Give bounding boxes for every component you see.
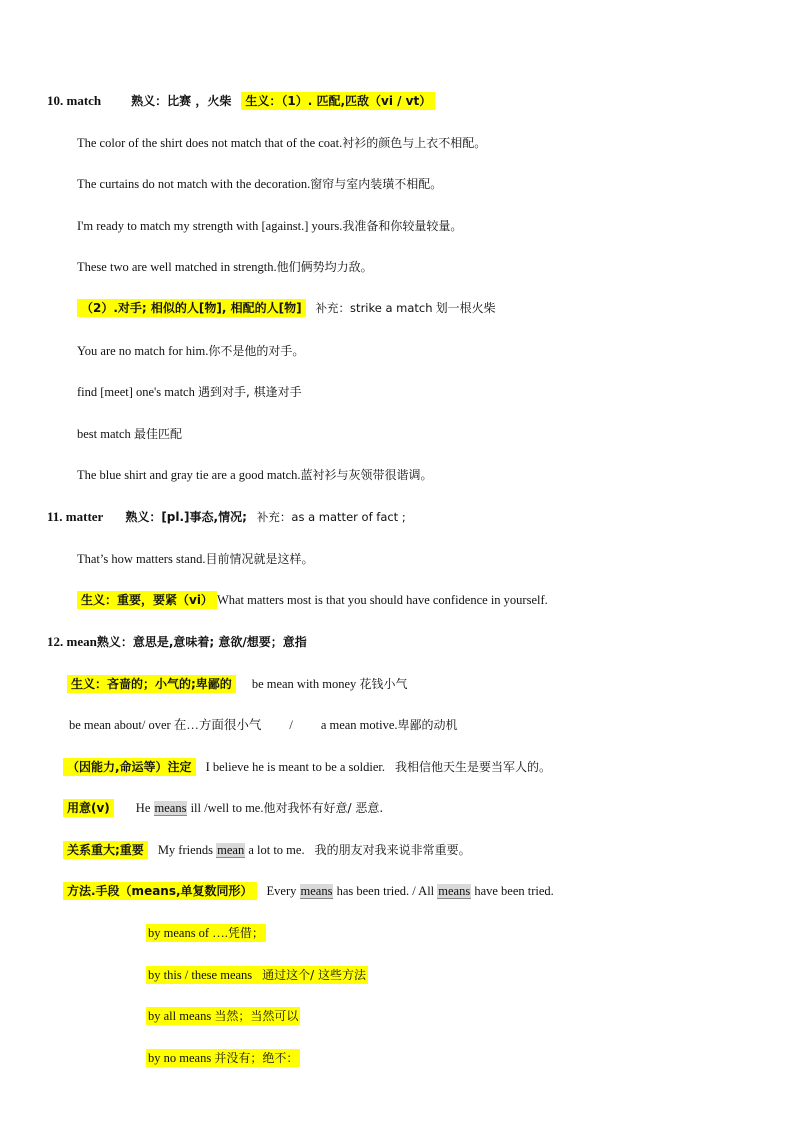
highlighted-word: means: [438, 884, 471, 898]
sense-line: 用意(v) He means ill /well to me.他对我怀有好意/ 恶意.: [63, 798, 383, 818]
example-sentence: best match 最佳匹配: [77, 427, 182, 441]
familiar-meaning: 熟义：[pl.]事态,情况;: [125, 510, 247, 524]
entry-header-match: [47, 91, 435, 111]
sense-line: （2）.对手; 相似的人[物], 相配的人[物] 补充：strike a match 划一根火柴: [77, 298, 496, 318]
familiar-meaning: 熟义：比赛 ，火柴: [131, 94, 232, 108]
new-meaning-highlight: 生义：吝啬的；小气的;卑鄙的: [67, 675, 236, 693]
sense-line: 生义：重要，要紧（vi） What matters most is that you should have confidence in yourself.: [77, 590, 548, 610]
familiar-meaning: 熟义：意思是,意味着; 意欲/想要；意指: [96, 635, 307, 649]
example-sentence: The blue shirt and gray tie are a good match.蓝衬衫与灰领带很谐调。: [77, 468, 433, 482]
new-meaning-highlight: （因能力,命运等）注定: [63, 758, 196, 776]
highlighted-word: means: [154, 801, 187, 815]
highlighted-word: mean: [217, 843, 245, 857]
supplement: 补充：strike a match: [315, 301, 433, 315]
phrase-line: by all means 当然；当然可以: [148, 1009, 299, 1023]
phrase-line: by no means 并没有；绝不：: [148, 1051, 299, 1065]
new-meaning-highlight: 生义：重要，要紧（vi）: [77, 591, 217, 609]
sense-line: 生义：吝啬的；小气的;卑鄙的 be mean with money 花钱小气: [67, 674, 407, 694]
sense-line: 方法.手段（means,单复数同形） Every means has been tried. / All means have been tried.: [63, 881, 554, 901]
example-sentence: be mean about/ over 在…方面很小气 / a mean motive.卑鄙的动机: [69, 718, 458, 732]
entry-header-mean: [47, 632, 307, 652]
entry-headword: 10. match: [47, 93, 102, 108]
highlighted-word: means: [300, 884, 333, 898]
example-sentence: That’s how matters stand.目前情况就是这样。: [77, 552, 314, 566]
new-meaning-highlight: （2）.对手; 相似的人[物], 相配的人[物]: [77, 299, 306, 317]
new-meaning-highlight: 方法.手段（means,单复数同形）: [63, 882, 257, 900]
entry-header-matter: [47, 507, 406, 527]
example-sentence: You are no match for him.你不是他的对手。: [77, 344, 305, 358]
entry-headword: 11. matter: [47, 509, 104, 524]
example-sentence: The color of the shirt does not match that of the coat.衬衫的颜色与上衣不相配。: [77, 136, 487, 150]
phrase-line: by this / these means 通过这个/ 这些方法: [148, 968, 367, 982]
example-sentence: find [meet] one's match 遇到对手, 棋逢对手: [77, 385, 302, 399]
new-meaning-highlight: 生义：（1）. 匹配,匹敌（vi / vt）: [241, 92, 435, 110]
sense-line: （因能力,命运等）注定 I believe he is meant to be a soldier. 我相信他天生是要当军人的。: [63, 757, 551, 777]
new-meaning-highlight: 用意(v): [63, 799, 114, 817]
phrase-line: by means of ….凭借；: [148, 926, 264, 940]
supplement: 补充：as a matter of fact ;: [256, 510, 406, 524]
example-sentence: These two are well matched in strength.他们俩势均力敌。: [77, 260, 373, 274]
entry-headword: 12. mean: [47, 634, 97, 649]
sense-line: 关系重大;重要 My friends mean a lot to me. 我的朋友对我来说非常重要。: [63, 840, 471, 860]
new-meaning-highlight: 关系重大;重要: [63, 841, 148, 859]
example-sentence: The curtains do not match with the decoration.窗帘与室内装璜不相配。: [77, 177, 443, 191]
example-sentence: I'm ready to match my strength with [against.] yours.我准备和你较量较量。: [77, 219, 463, 233]
